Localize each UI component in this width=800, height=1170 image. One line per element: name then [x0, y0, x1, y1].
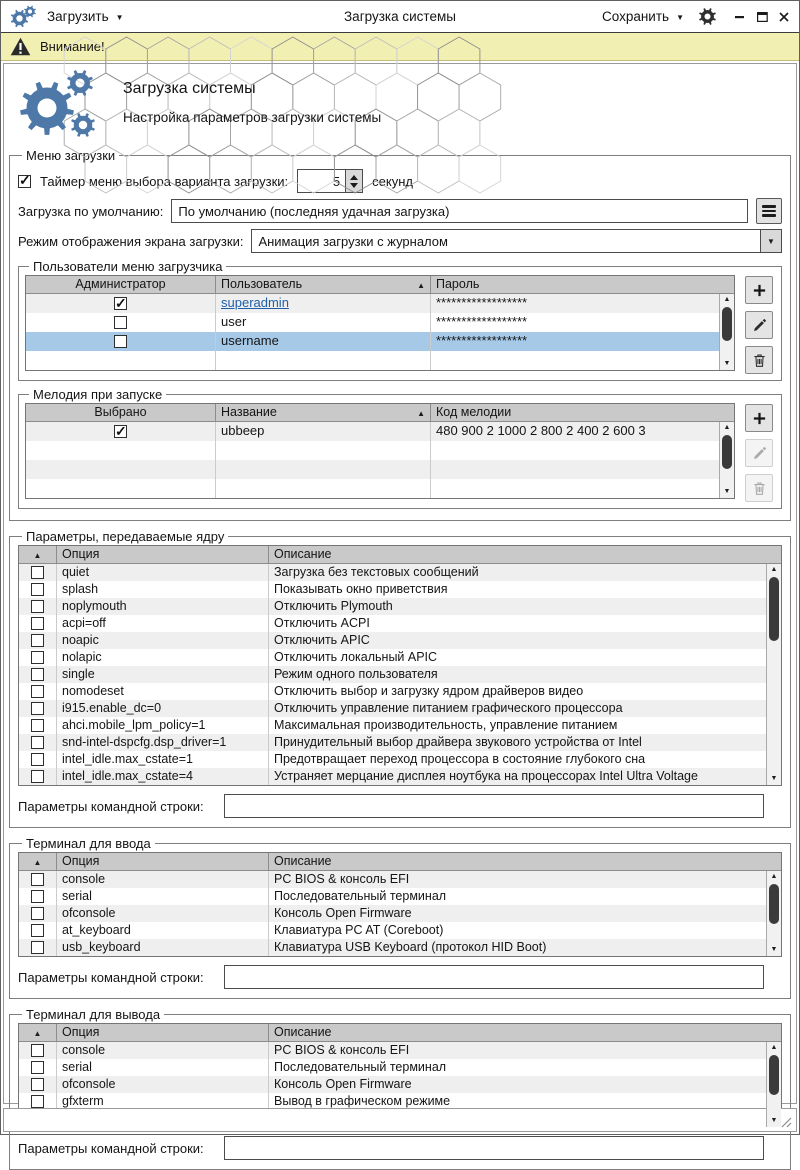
checkbox-cell [19, 905, 57, 922]
row-checkbox[interactable] [31, 924, 44, 937]
row-checkbox[interactable] [31, 583, 44, 596]
pencil-icon [752, 318, 767, 333]
chevron-down-icon: ▼ [767, 237, 775, 246]
chevron-down-icon: ▼ [115, 12, 124, 22]
description-cell: Отключить APIC [274, 633, 370, 647]
timer-value: 5 [332, 174, 341, 189]
password-cell: ****************** [436, 333, 528, 348]
name-cell [216, 460, 431, 479]
table-row[interactable] [26, 294, 734, 313]
vertical-scrollbar[interactable] [719, 294, 734, 370]
vertical-scrollbar[interactable] [766, 871, 781, 956]
sort-column-header[interactable] [19, 1024, 57, 1041]
option-cell: snd-intel-dspcfg.dsp_driver=1 [57, 734, 269, 751]
description-cell: Вывод в графическом режиме [274, 1094, 451, 1108]
table-row[interactable] [19, 888, 781, 905]
row-checkbox[interactable] [114, 297, 127, 310]
input-terminal-legend: Терминал для ввода [26, 836, 151, 851]
row-checkbox[interactable] [31, 736, 44, 749]
password-column-header[interactable]: Пароль [436, 277, 480, 291]
description-cell: PC BIOS & консоль EFI [274, 872, 410, 886]
row-checkbox[interactable] [31, 702, 44, 715]
checkbox-cell [19, 615, 57, 632]
sort-column-header[interactable] [19, 853, 57, 870]
vertical-scrollbar[interactable] [719, 422, 734, 498]
table-row[interactable] [19, 734, 781, 751]
description-cell: Загрузка без текстовых сообщений [274, 565, 479, 579]
description-cell: Максимальная производительность, управление питанием [274, 718, 618, 732]
default-boot-menu-button[interactable] [756, 198, 782, 224]
checkbox-cell [19, 734, 57, 751]
vertical-scrollbar[interactable] [766, 564, 781, 785]
description-cell: Отключить выбор и загрузку ядром драйверов видео [274, 684, 584, 698]
save-menu-button[interactable] [602, 9, 684, 24]
display-mode-select[interactable] [251, 229, 782, 253]
selected-cell [26, 460, 216, 479]
empty-row[interactable] [26, 441, 734, 460]
checkbox-cell [26, 332, 216, 351]
hexagon-pattern [91, 65, 467, 141]
option-cell: console [57, 1042, 269, 1059]
password-cell [431, 351, 734, 370]
option-column-header[interactable]: Опция [57, 546, 269, 563]
row-checkbox[interactable] [31, 873, 44, 886]
checkbox-cell [19, 666, 57, 683]
selected-column-header[interactable]: Выбрано [26, 404, 216, 421]
spin-up-icon[interactable] [350, 175, 358, 180]
table-header [19, 853, 781, 871]
add-melody-button[interactable] [745, 404, 773, 432]
option-cell: nomodeset [57, 683, 269, 700]
option-column-header[interactable]: Опция [57, 853, 269, 870]
plus-icon [752, 283, 767, 298]
users-table [25, 275, 735, 371]
scrollbar-thumb[interactable] [769, 577, 779, 641]
option-cell: nolapic [57, 649, 269, 666]
default-boot-label: Загрузка по умолчанию: [18, 203, 164, 219]
checkbox-cell [19, 581, 57, 598]
pencil-icon [752, 446, 767, 461]
input-terminal-group [9, 836, 791, 999]
row-checkbox[interactable] [31, 941, 44, 954]
users-legend: Пользователи меню загрузчика [33, 259, 223, 274]
name-cell [216, 479, 431, 498]
table-row[interactable] [19, 1059, 781, 1076]
code-cell: 480 900 2 1000 2 800 2 400 2 600 3 [436, 423, 646, 438]
row-checkbox[interactable] [114, 335, 127, 348]
table-row[interactable] [19, 649, 781, 666]
table-row[interactable] [19, 922, 781, 939]
melody-group [18, 387, 782, 509]
edit-user-button[interactable] [745, 311, 773, 339]
option-cell: single [57, 666, 269, 683]
table-row[interactable] [19, 939, 781, 956]
code-column-header[interactable]: Код мелодии [436, 405, 512, 419]
table-row[interactable] [19, 615, 781, 632]
default-boot-input[interactable] [171, 199, 748, 223]
scroll-up-icon[interactable]: ▲ [770, 873, 778, 880]
add-user-button[interactable] [745, 276, 773, 304]
load-menu-label: Загрузить [47, 9, 109, 24]
spin-down-icon[interactable] [350, 183, 358, 188]
checkbox-cell [19, 598, 57, 615]
empty-row[interactable] [26, 479, 734, 498]
table-row[interactable] [19, 564, 781, 581]
melody-legend: Мелодия при запуске [33, 387, 163, 402]
password-cell: ****************** [436, 314, 528, 329]
row-checkbox[interactable] [31, 1044, 44, 1057]
gears-logo-icon [17, 68, 105, 140]
input-terminal-cmdline-input[interactable] [224, 965, 764, 989]
hamburger-icon [762, 203, 776, 219]
checkbox-cell [19, 683, 57, 700]
display-mode-value: Анимация загрузки с журналом [258, 234, 448, 249]
description-cell: Последовательный терминал [274, 889, 447, 903]
table-row[interactable] [26, 422, 734, 441]
row-checkbox[interactable] [31, 634, 44, 647]
description-cell: Отключить локальный APIC [274, 650, 438, 664]
load-menu-button[interactable] [47, 9, 124, 24]
settings-gear-icon[interactable] [698, 7, 717, 26]
selected-cell [26, 479, 216, 498]
option-cell: usb_keyboard [57, 939, 269, 956]
description-cell: Отключить ACPI [274, 616, 370, 630]
option-cell: serial [57, 888, 269, 905]
output-terminal-legend: Терминал для вывода [26, 1007, 161, 1022]
option-cell: intel_idle.max_cstate=4 [57, 768, 269, 785]
sort-asc-icon: ▲ [417, 281, 425, 290]
checkbox-cell [19, 564, 57, 581]
empty-row[interactable] [26, 351, 734, 370]
checkbox-cell [19, 700, 57, 717]
users-table-header [26, 276, 734, 294]
row-checkbox[interactable] [31, 1061, 44, 1074]
delete-melody-button [745, 474, 773, 502]
description-column-header[interactable]: Описание [274, 854, 332, 868]
option-cell: ahci.mobile_lpm_policy=1 [57, 717, 269, 734]
cmdline-label: Параметры командной строки: [18, 969, 204, 985]
main-panel [3, 63, 797, 1156]
checkbox-cell [19, 751, 57, 768]
row-checkbox[interactable] [31, 1095, 44, 1108]
user-column-header[interactable]: ▲ Пользователь [216, 276, 431, 293]
name-column-header[interactable]: ▲ Название [216, 404, 431, 421]
resize-grip[interactable] [781, 1117, 792, 1128]
timer-checkbox[interactable] [18, 175, 31, 188]
scroll-down-icon[interactable]: ▼ [770, 775, 778, 782]
scrollbar-thumb[interactable] [722, 435, 732, 469]
input-terminal-table [18, 852, 782, 957]
kernel-params-table [18, 545, 782, 786]
table-row[interactable] [19, 598, 781, 615]
table-header [19, 1024, 781, 1042]
description-cell: Отключить управление питанием графического процессора [274, 701, 623, 715]
row-checkbox[interactable] [31, 890, 44, 903]
option-cell: gfxterm [57, 1093, 269, 1110]
option-cell: noapic [57, 632, 269, 649]
table-row[interactable] [19, 751, 781, 768]
description-cell: PC BIOS & консоль EFI [274, 1043, 410, 1057]
kernel-params-group [9, 529, 791, 828]
minimize-button[interactable] [733, 10, 747, 24]
row-checkbox[interactable] [114, 425, 127, 438]
output-terminal-cmdline-input[interactable] [224, 1136, 764, 1160]
table-row[interactable] [19, 1076, 781, 1093]
name-cell [216, 441, 431, 460]
description-cell: Консоль Open Firmware [274, 906, 412, 920]
row-checkbox[interactable] [31, 668, 44, 681]
code-cell [431, 460, 734, 479]
option-cell: intel_idle.max_cstate=1 [57, 751, 269, 768]
table-row[interactable] [19, 1042, 781, 1059]
scrollbar-track[interactable] [767, 1054, 781, 1115]
users-group [18, 259, 782, 381]
checkbox-cell [19, 922, 57, 939]
user-cell: user [216, 313, 431, 332]
cmdline-label: Параметры командной строки: [18, 798, 204, 814]
table-row[interactable] [19, 700, 781, 717]
option-cell: serial [57, 1059, 269, 1076]
delete-user-button[interactable] [745, 346, 773, 374]
plus-icon [752, 411, 767, 426]
option-column-header[interactable]: Опция [57, 1024, 269, 1041]
user-link[interactable]: superadmin [221, 295, 289, 310]
row-checkbox[interactable] [31, 719, 44, 732]
chevron-down-icon: ▼ [676, 12, 684, 22]
minimize-icon [734, 11, 746, 23]
checkbox-cell [19, 1042, 57, 1059]
scrollbar-track[interactable] [720, 306, 734, 358]
maximize-button[interactable] [755, 10, 769, 24]
row-checkbox[interactable] [114, 316, 127, 329]
output-terminal-group [9, 1007, 791, 1170]
title-bar [1, 1, 799, 33]
description-cell: Предотвращает переход процессора в состояние глубокого сна [274, 752, 646, 766]
sort-asc-icon: ▲ [33, 1029, 42, 1038]
description-cell: Клавиатура PC AT (Coreboot) [274, 923, 444, 937]
option-cell: console [57, 871, 269, 888]
password-cell: ****************** [436, 295, 528, 310]
kernel-params-legend: Параметры, передаваемые ядру [26, 529, 225, 544]
description-cell: Клавиатура USB Keyboard (протокол HID Boot) [274, 940, 547, 954]
description-cell: Режим одного пользователя [274, 667, 438, 681]
scroll-up-icon[interactable]: ▲ [770, 566, 778, 573]
checkbox-cell [19, 649, 57, 666]
option-cell: i915.enable_dc=0 [57, 700, 269, 717]
description-column-header[interactable]: Описание [274, 547, 332, 561]
scroll-down-icon[interactable]: ▼ [770, 946, 778, 953]
table-row[interactable] [19, 632, 781, 649]
scrollbar-track[interactable] [720, 434, 734, 486]
boot-menu-legend: Меню загрузки [26, 148, 116, 163]
cmdline-label: Параметры командной строки: [18, 1140, 204, 1156]
description-cell: Устраняет мерцание дисплея ноутбука на процессорах Intel Ultra Voltage [274, 769, 698, 783]
row-checkbox[interactable] [31, 617, 44, 630]
checkbox-cell [19, 871, 57, 888]
table-row[interactable] [26, 313, 734, 332]
sort-asc-icon: ▲ [33, 551, 42, 560]
table-row[interactable] [19, 768, 781, 785]
row-checkbox[interactable] [31, 1078, 44, 1091]
checkbox-cell [19, 888, 57, 905]
row-checkbox[interactable] [31, 907, 44, 920]
name-cell: ubbeep [216, 422, 431, 441]
description-cell: Последовательный терминал [274, 1060, 447, 1074]
description-column-header[interactable]: Описание [274, 1025, 332, 1039]
table-row[interactable] [19, 905, 781, 922]
scroll-down-icon[interactable]: ▼ [723, 360, 731, 367]
row-checkbox[interactable] [31, 753, 44, 766]
code-cell [431, 441, 734, 460]
sort-column-header[interactable] [19, 546, 57, 563]
close-icon [778, 11, 790, 23]
warning-triangle-icon [10, 37, 31, 56]
edit-melody-button [745, 439, 773, 467]
scroll-up-icon[interactable]: ▲ [770, 1044, 778, 1051]
combo-arrow-button[interactable] [760, 230, 781, 252]
table-row[interactable] [19, 871, 781, 888]
close-button[interactable] [777, 10, 791, 24]
checkbox-cell [26, 294, 216, 313]
table-row[interactable] [19, 717, 781, 734]
option-cell: splash [57, 581, 269, 598]
selected-cell [26, 441, 216, 460]
checkbox-cell [19, 1059, 57, 1076]
description-cell: Принудительный выбор драйвера звукового устройства от Intel [274, 735, 642, 749]
option-cell: acpi=off [57, 615, 269, 632]
window-title: Загрузка системы [344, 9, 456, 24]
checkbox-cell [19, 1076, 57, 1093]
timer-unit: секунд [372, 173, 413, 189]
user-cell [216, 351, 431, 370]
description-cell: Отключить Plymouth [274, 599, 393, 613]
user-cell [216, 294, 431, 313]
admin-column-header[interactable]: Администратор [26, 276, 216, 293]
scrollbar-thumb[interactable] [769, 1055, 779, 1095]
page-subtitle: Настройка параметров загрузки системы [123, 110, 382, 125]
table-row[interactable] [19, 666, 781, 683]
checkbox-cell [19, 632, 57, 649]
description-cell: Консоль Open Firmware [274, 1077, 412, 1091]
vertical-scrollbar[interactable] [766, 1042, 781, 1127]
warning-text: Внимание! [40, 39, 105, 54]
empty-row[interactable] [26, 460, 734, 479]
status-bar [3, 1108, 797, 1132]
table-header [19, 546, 781, 564]
row-checkbox[interactable] [31, 600, 44, 613]
row-checkbox[interactable] [31, 685, 44, 698]
melody-table [25, 403, 735, 499]
description-cell: Показывать окно приветствия [274, 582, 448, 596]
scroll-up-icon[interactable]: ▲ [723, 296, 731, 303]
option-cell: quiet [57, 564, 269, 581]
checkbox-cell [26, 422, 216, 441]
checkbox-cell [19, 768, 57, 785]
page-header [5, 65, 795, 143]
melody-table-header [26, 404, 734, 422]
admin-cell [26, 351, 216, 370]
scrollbar-track[interactable] [767, 883, 781, 944]
row-checkbox[interactable] [31, 651, 44, 664]
checkbox-cell [26, 313, 216, 332]
scrollbar-thumb[interactable] [722, 307, 732, 341]
table-row[interactable] [19, 581, 781, 598]
trash-icon [752, 481, 767, 496]
table-row[interactable] [26, 332, 734, 351]
app-gears-icon [9, 5, 37, 29]
option-cell: ofconsole [57, 905, 269, 922]
scroll-up-icon[interactable]: ▲ [723, 424, 731, 431]
page-title: Загрузка системы [123, 80, 256, 97]
kernel-cmdline-input[interactable] [224, 794, 764, 818]
user-cell: username [216, 332, 431, 351]
checkbox-cell [19, 939, 57, 956]
option-cell: ofconsole [57, 1076, 269, 1093]
save-menu-label: Сохранить [601, 9, 670, 24]
option-cell: at_keyboard [57, 922, 269, 939]
sort-asc-icon: ▲ [33, 858, 42, 867]
table-row[interactable] [19, 683, 781, 700]
sort-asc-icon: ▲ [417, 409, 425, 418]
row-checkbox[interactable] [31, 770, 44, 783]
checkbox-cell [19, 717, 57, 734]
scroll-down-icon[interactable]: ▼ [770, 1117, 778, 1124]
scrollbar-track[interactable] [767, 576, 781, 773]
option-cell: noplymouth [57, 598, 269, 615]
timer-label: Таймер меню выбора варианта загрузки: [40, 173, 289, 189]
code-cell [431, 479, 734, 498]
trash-icon [752, 353, 767, 368]
scrollbar-thumb[interactable] [769, 884, 779, 924]
maximize-icon [756, 11, 769, 23]
scroll-down-icon[interactable]: ▼ [723, 488, 731, 495]
boot-menu-group [9, 148, 791, 521]
row-checkbox[interactable] [31, 566, 44, 579]
display-mode-label: Режим отображения экрана загрузки: [18, 233, 244, 249]
